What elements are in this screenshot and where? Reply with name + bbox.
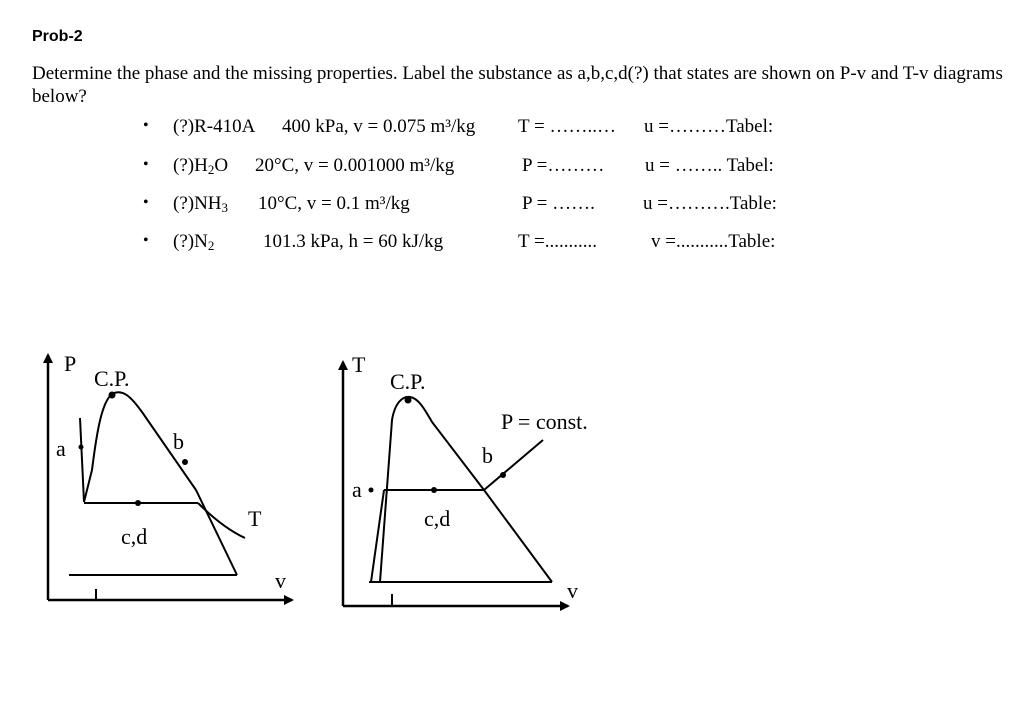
given-properties: 101.3 kPa, h = 60 kJ/kg — [263, 231, 444, 252]
blank-1: T =........... — [518, 231, 597, 252]
pv-point-a — [79, 445, 84, 450]
pv-cp-label: C.P. — [94, 366, 130, 391]
tv-point-b — [500, 472, 506, 478]
bullet: • — [143, 156, 149, 173]
blank-1: T = ……..… — [518, 116, 616, 137]
blank-2: v =...........Table: — [651, 231, 776, 252]
blank-2: u =……….Table: — [643, 193, 777, 214]
tv-point-cd — [431, 487, 437, 493]
substance: (?)R-410A — [173, 116, 256, 137]
blank-1: P =……… — [522, 155, 605, 176]
bullet: • — [143, 194, 149, 211]
tv-point-a — [369, 488, 374, 493]
tv-label-cd: c,d — [424, 506, 451, 531]
given-properties: 10°C, v = 0.1 m³/kg — [258, 193, 410, 214]
tv-axis-label-t: T — [352, 352, 366, 377]
blank-2: u = …….. Tabel: — [645, 155, 774, 176]
pv-label-cd: c,d — [121, 524, 148, 549]
tv-critical-point — [405, 397, 412, 404]
bullet: • — [143, 117, 149, 134]
blank-1: P = ……. — [522, 193, 595, 214]
pv-diagram — [48, 351, 292, 600]
substance: $(?)N_2$ — [173, 231, 215, 253]
problem-statement: Determine the phase and the missing properties. Label the substance as a,b,c,d(?) that states are shown on P-v and T-v diagrams below? — [32, 63, 1003, 107]
tv-axis-label-v: v — [567, 578, 578, 603]
pv-point-b — [182, 459, 188, 465]
tv-diagram — [343, 352, 588, 606]
pv-compressed-liquid-line — [80, 418, 84, 502]
pv-axis-label-v: v — [275, 568, 286, 593]
pv-label-a: a — [56, 436, 66, 461]
pv-axis-label-p: P — [64, 351, 77, 376]
pv-label-t: T — [248, 506, 262, 531]
tv-label-p-const: P = const. — [501, 409, 588, 434]
tv-label-a: a — [352, 477, 362, 502]
problem-title: Prob-2 — [32, 28, 83, 45]
substance: $(?)NH_3$ — [173, 193, 229, 215]
tv-label-b: b — [482, 443, 493, 468]
blank-2: u =………Tabel: — [644, 116, 774, 137]
pv-saturation-dome — [84, 392, 237, 575]
tv-cp-label: C.P. — [390, 369, 426, 394]
pv-point-cd — [135, 500, 141, 506]
tv-liquid-line — [371, 490, 384, 582]
pv-critical-point — [109, 392, 116, 399]
bullet: • — [143, 232, 149, 249]
given-properties: 400 kPa, v = 0.075 m³/kg — [282, 116, 476, 137]
given-properties: 20°C, v = 0.001000 m³/kg — [255, 155, 455, 176]
substance: $(?)H_2O$ — [173, 155, 229, 177]
pv-label-b: b — [173, 429, 184, 454]
